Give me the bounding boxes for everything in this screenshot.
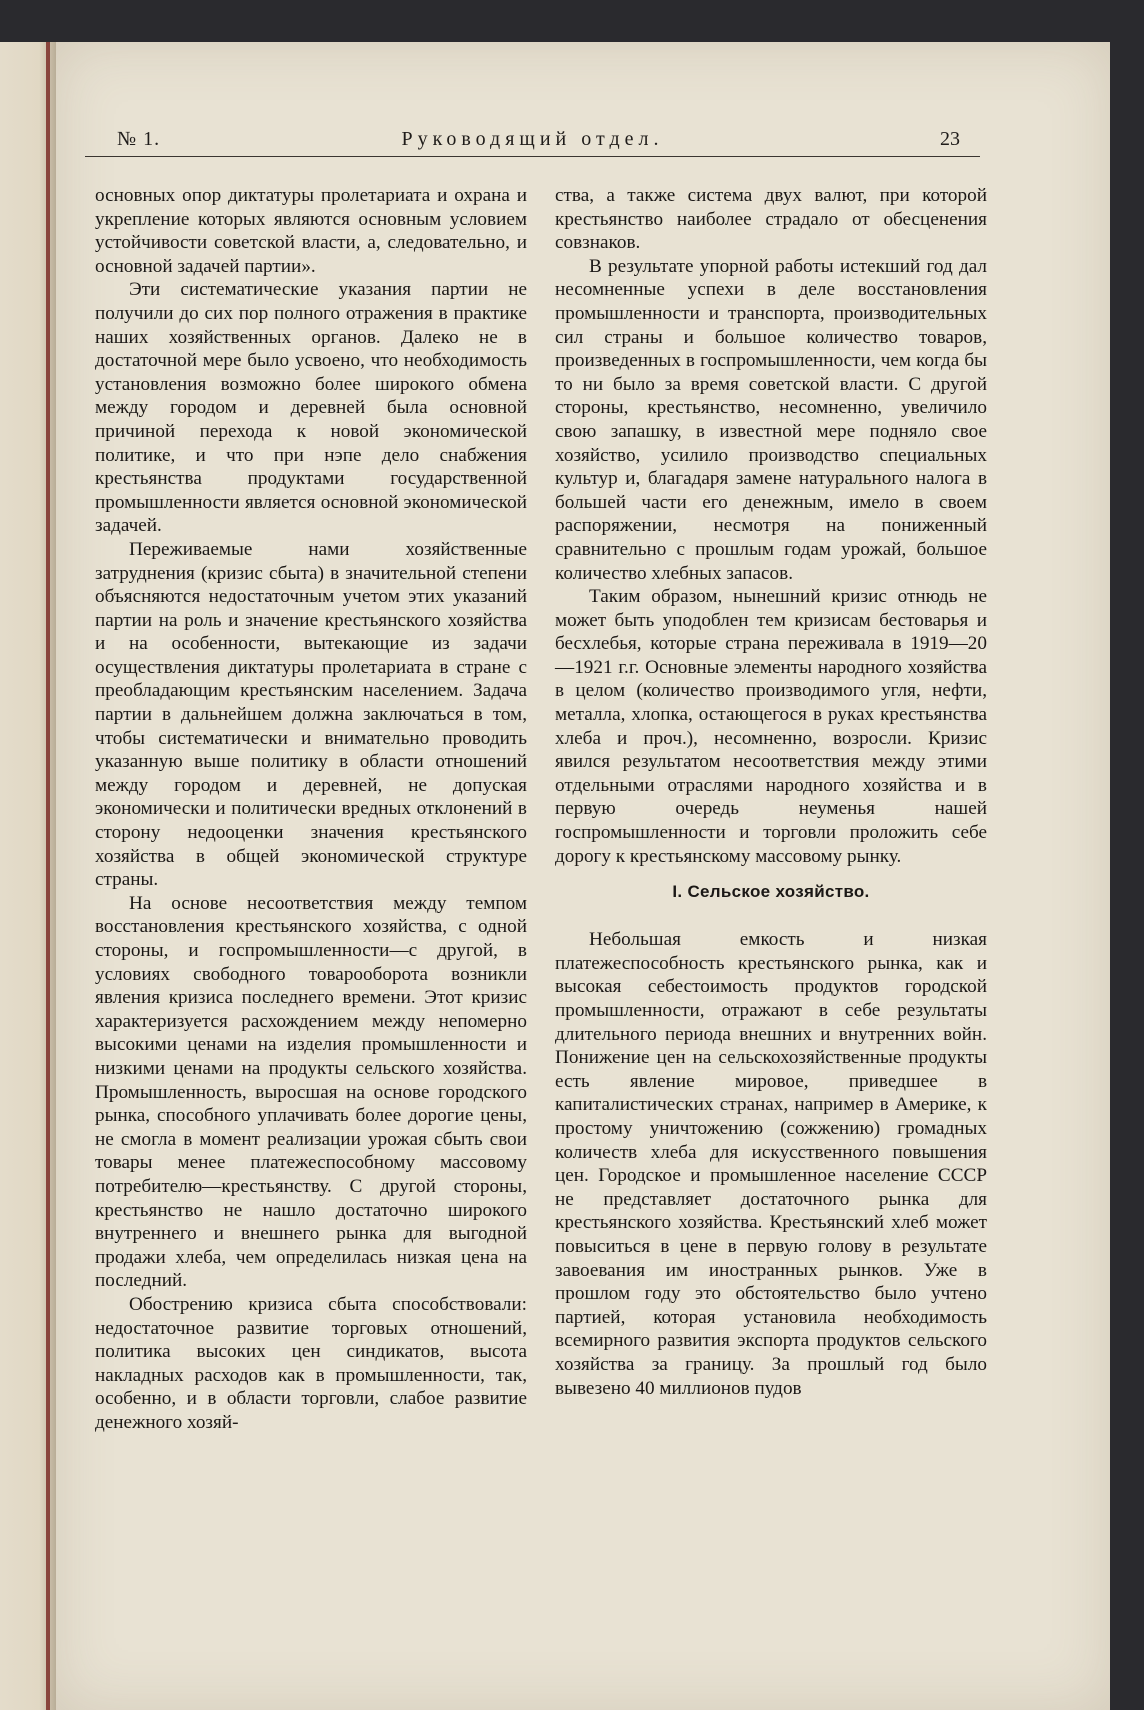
right-text-column — [555, 184, 987, 1400]
paragraph: Таким образом, нынешний кризис отнюдь не может быть уподоблен тем кризисам бестоварья и бесхлебья, которые страна переживала в 1919—20—1921 г.г. Основные элементы народного хозяйства в целом (количество производимого угля, нефти, металла, хлопка, остающегося в руках крестьянства хлеба и проч.), несомненно, возросли. Кризис явился результатом несоответствия между этими отдельными отраслями народного хозяйства и в первую очередь неуменья нашей госпромышленности и торговли проложить себе дорогу к крестьянскому массовому рынку. — [555, 586, 987, 867]
left-text-column — [95, 184, 527, 1434]
binding-gutter — [46, 42, 50, 1710]
paragraph: В результате упорной работы истекший год дал несомненные успехи в деле восстановления промышленности и транспорта, производительных сил страны и большое количество товаров, произведенных в госпромышленности, чем когда бы то ни было за время советской власти. С другой стороны, крестьянство, несомненно, увеличило свою запашку, в известной мере подняло свое хозяйство, усилило производство специальных культур и, благадаря замене натурального налога в большей части его денежным, имело в своем распоряжении, несмотря на пониженный сравнительно с прошлым годам урожай, большое количество хлебных запасов. — [555, 255, 987, 584]
paragraph: На основе несоответствия между темпом восстановления крестьянского хозяйства, с одной стороны, и госпромышленности—с другой, в условиях свободного товарооборота возникли явления кризиса последнего времени. Этот кризис характеризуется расхождением между непомерно высокими ценами на изделия промышленности и низкими ценами на продукты сельского хозяйства. Промышленность, выросшая на основе городского рынка, способного уплачивать более дорогие цены, не смогла в момент реализации урожая сбыть свои товары менее платежеспособному массовому потребителю—крестьянству. С другой стороны, крестьянство не нашло достаточно широкого внутреннего и внешнего рынка для выгодной продажи хлеба, чем определилась низкая цена на последний. — [95, 892, 527, 1292]
section-title: Руководящий отдел. — [401, 128, 664, 150]
section-heading: I. Сельское хозяйство. — [672, 882, 870, 902]
page-number: 23 — [940, 128, 960, 150]
running-header — [85, 126, 980, 157]
issue-number: № 1. — [117, 128, 161, 150]
paragraph: Небольшая емкость и низкая платежеспособность крестьянского рынка, как и высокая себестоимость продуктов городской промышленности, отражают в себе результаты длительного периода внешних и внутренних войн. Понижение цен на сельскохозяйственные продукты есть явление мировое, приведшее в капиталистических странах, например в Америке, к простому уничтожению (сожжению) громадных количеств хлеба для искусственного повышения цен. Городское и промышленное население СССР не представляет достаточного рынка для крестьянского хозяйства. Крестьянский хлеб может повыситься в цене в первую голову в результате завоевания им иностранных рынков. Уже в прошлом году это обстоятельство было учтено партией, которая установила необходимость всемирного развития экспорта продуктов сельского хозяйства за границу. За прошлый год было вывезено 40 миллионов пудов — [555, 929, 987, 1399]
paragraph: ства, а также система двух валют, при которой крестьянство наиболее страдало от обесценения совзнаков. — [555, 185, 987, 254]
paragraph: Переживаемые нами хозяйственные затруднения (кризис сбыта) в значительной степени объясняются недостаточным учетом этих указаний партии на роль и значение крестьянского хозяйства и на особенности, вытекающие из задачи осуществления диктатуры пролетариата в стране с преобладающим крестьянским населением. Задача партии в дальнейшем должна заключаться в том, чтобы систематически и внимательно проводить указанную выше политику в области отношений между городом и деревней, не допуская экономически и политически вредных отклонений в сторону недооценки значения крестьянского хозяйства в общей экономической структуре страны. — [95, 538, 527, 891]
paragraph: Эти систематические указания партии не получили до сих пор полного отражения в практике наших хозяйственных органов. Далеко не в достаточной мере было усвоено, что необходимость установления возможно более широкого обмена между городом и деревней была основной причиной перехода к новой экономической политике, и что при нэпе дело снабжения крестьянства продуктами государственной промышленности является основной экономической задачей. — [95, 279, 527, 537]
paragraph: Обострению кризиса сбыта способствовали: недостаточное развитие торговых отношений, политика высоких цен синдикатов, высота накладных расходов как в промышленности, так, особенно, и в области торговли, слабое развитие денежного хозяй- — [95, 1293, 527, 1433]
paragraph: основных опор диктатуры пролетариата и охрана и укрепление которых являются основным условием устойчивости советской власти, а, следовательно, и основной задачей партии». — [95, 185, 527, 277]
